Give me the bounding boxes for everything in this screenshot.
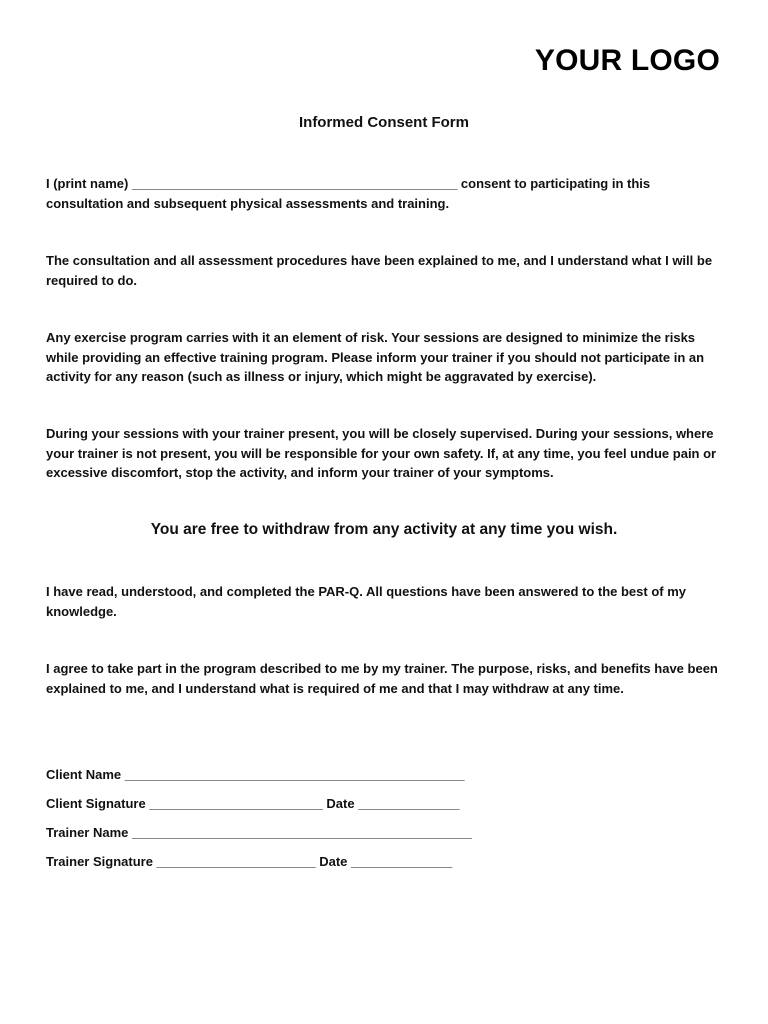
supervision-paragraph: During your sessions with your trainer present, you will be closely supervised. During your sessions, where your trainer is not present, you will be responsible for your own safety. If, at any time, you feel undue pain or excessive discomfort, stop the activity, and inform your trainer of your symptoms.: [46, 426, 717, 480]
procedures-explained-paragraph: The consultation and all assessment procedures have been explained to me, and I understand what I will be required to do.: [46, 253, 713, 288]
trainer-name-line: Trainer Name _______________________________________________: [46, 825, 472, 840]
client-name-line: Client Name _______________________________________________: [46, 767, 465, 782]
risk-paragraph: Any exercise program carries with it an element of risk. Your sessions are designed to minimize the risks while providing an effective training program. Please inform your trainer if you should not participate in an activity for any reason (such as illness or injury, which might be aggravated by exercise).: [46, 330, 705, 384]
par-q-paragraph: I have read, understood, and completed the PAR-Q. All questions have been answered to the best of my knowledge.: [46, 584, 687, 619]
trainer-signature-line: Trainer Signature ______________________ Date ______________: [46, 854, 453, 869]
withdraw-statement: You are free to withdraw from any activity at any time you wish.: [150, 521, 618, 538]
logo-placeholder: YOUR LOGO: [534, 44, 720, 77]
form-title: Informed Consent Form: [298, 114, 469, 131]
print-name-paragraph: I (print name) _____________________________________________ consent to participating in this consultation and subsequent physical assessments and training.: [46, 176, 651, 211]
agreement-paragraph: I agree to take part in the program described to me by my trainer. The purpose, risks, and benefits have been explained to me, and I understand what is required of me and that I may withdraw at any time.: [46, 661, 718, 696]
client-signature-line: Client Signature ________________________ Date ______________: [46, 796, 460, 811]
